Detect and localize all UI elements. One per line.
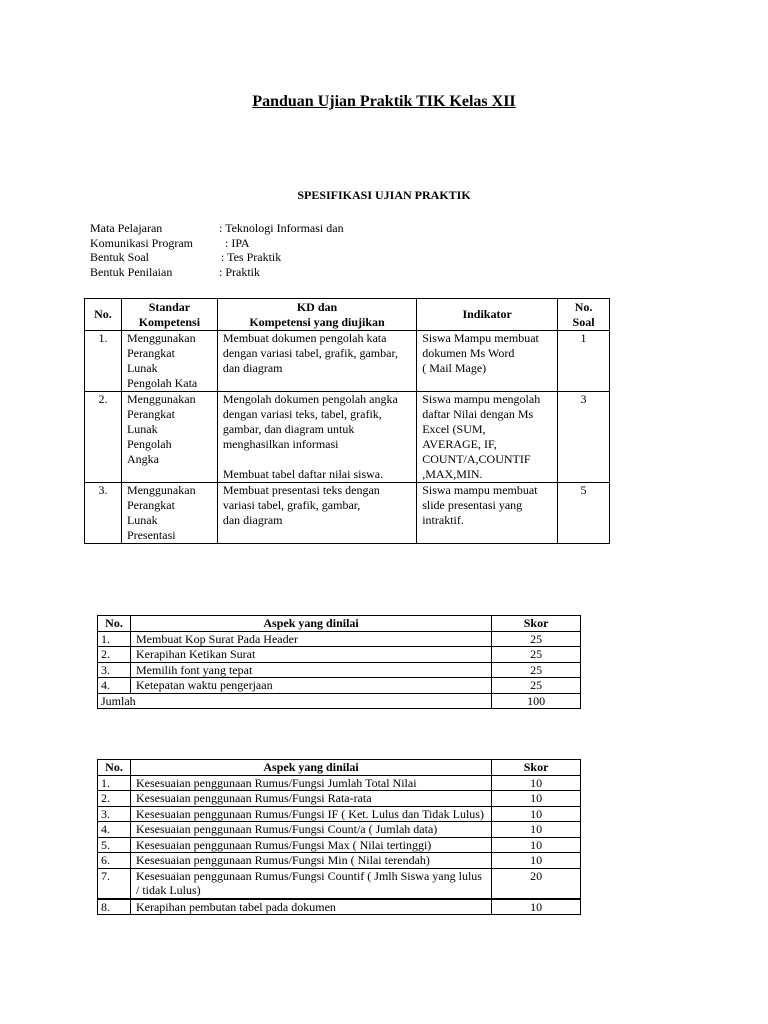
cell-line: Excel (SUM, (422, 422, 486, 436)
row-number: 2. (85, 392, 122, 483)
score-value: 10 (492, 837, 581, 853)
kompetensi-dasar (217, 483, 416, 544)
info-label: Bentuk Soal (90, 250, 149, 264)
col-header-soal (558, 299, 610, 331)
cell-line: COUNT/A,COUNTIF (422, 452, 531, 466)
aspect-text: Kesesuaian penggunaan Rumus/Fungsi Jumlah Total Nilai (130, 775, 491, 791)
row-number: 3. (85, 483, 122, 544)
indikator (417, 392, 558, 483)
cell-line: AVERAGE, IF, (422, 437, 497, 451)
cell-line: gambar, dan diagram untuk (222, 422, 355, 436)
score-table-spreadsheet (97, 759, 581, 915)
info-value: : Tes Praktik (221, 250, 282, 264)
spec-header-row (85, 299, 610, 331)
col-header-aspek: Aspek yang dinilai (130, 760, 491, 776)
cell-line: Perangkat (126, 498, 175, 512)
cell-line: dan diagram (222, 361, 283, 375)
cell-line: menghasilkan informasi (222, 437, 339, 451)
cell-line: intraktif. (422, 513, 464, 527)
row-number: 2. (98, 647, 131, 663)
cell-line: Angka (126, 452, 159, 466)
standar-kompetensi (121, 331, 217, 392)
info-value: : Teknologi Informasi dan (219, 221, 344, 235)
row-number: 3. (98, 662, 131, 678)
table-row (98, 791, 581, 807)
col-header-indikator: Indikator (417, 299, 558, 331)
row-number: 1. (85, 331, 122, 392)
table-row (98, 678, 581, 694)
col-header-kd (217, 299, 416, 331)
table-row (98, 631, 581, 647)
row-number: 6. (98, 853, 131, 869)
cell-line: slide presentasi yang (422, 498, 523, 512)
score-value: 25 (492, 678, 581, 694)
section-subtitle: SPESIFIKASI UJIAN PRAKTIK (297, 188, 471, 202)
cell-line: Mengolah dokumen pengolah angka (222, 392, 398, 406)
row-number: 2. (98, 791, 131, 807)
cell-line: Siswa Mampu membuat (422, 331, 539, 345)
table-row (98, 868, 581, 899)
score-header-row (98, 616, 581, 632)
spec-row (85, 331, 610, 392)
aspect-text: Kerapihan pembutan tabel pada dokumen (130, 899, 491, 915)
aspect-text: Kesesuaian penggunaan Rumus/Fungsi Countif ( Jmlh Siswa yang lulus / tidak Lulus) (130, 868, 491, 899)
aspect-text: Kesesuaian penggunaan Rumus/Fungsi Max ( Nilai tertinggi) (130, 837, 491, 853)
header-line: Standar (148, 299, 191, 314)
row-number: 8. (98, 899, 131, 915)
cell-line: ,MAX,MIN. (422, 467, 483, 481)
info-value: : Praktik (219, 265, 260, 279)
row-number: 7. (98, 868, 131, 899)
header-line: Kompetensi yang diujikan (249, 314, 385, 329)
col-header-standar (121, 299, 217, 331)
table-row (98, 899, 581, 915)
cell-line: Membuat presentasi teks dengan (222, 483, 380, 497)
total-value: 100 (492, 693, 581, 709)
page-title: Panduan Ujian Praktik TIK Kelas XII (252, 93, 516, 110)
info-label: Mata Pelajaran (90, 221, 163, 235)
cell-line: dan diagram (222, 513, 283, 527)
row-number: 4. (98, 822, 131, 838)
col-header-no: No. (85, 299, 122, 331)
header-line: KD dan (296, 299, 338, 314)
cell-line: Menggunakan (126, 483, 196, 497)
row-number: 4. (98, 678, 131, 694)
total-row (98, 693, 581, 709)
indikator (417, 331, 558, 392)
aspect-text: Kesesuaian penggunaan Rumus/Fungsi Min ( Nilai terendah) (130, 853, 491, 869)
table-row (98, 647, 581, 663)
soal-number: 3 (558, 392, 610, 483)
spec-table (84, 298, 610, 544)
header-line: Soal (572, 314, 595, 329)
score-value: 25 (492, 662, 581, 678)
standar-kompetensi (121, 483, 217, 544)
table-row (98, 806, 581, 822)
cell-line: variasi tabel, grafik, gambar, (222, 498, 361, 512)
aspect-text: Ketepatan waktu pengerjaan (130, 678, 491, 694)
row-number: 1. (98, 631, 131, 647)
table-row (98, 822, 581, 838)
cell-line: dengan variasi teks, tabel, grafik, (222, 407, 382, 421)
row-number: 1. (98, 775, 131, 791)
row-number: 5. (98, 837, 131, 853)
indikator (417, 483, 558, 544)
aspect-text: Membuat Kop Surat Pada Header (130, 631, 491, 647)
cell-line: dokumen Ms Word (422, 346, 515, 360)
cell-line: Membuat tabel daftar nilai siswa. (222, 467, 384, 481)
score-value: 10 (492, 822, 581, 838)
col-header-skor: Skor (492, 616, 581, 632)
info-label: Bentuk Penilaian (90, 265, 173, 279)
cell-line: Pengolah Kata (126, 376, 198, 390)
cell-line: Menggunakan (126, 392, 196, 406)
col-header-skor: Skor (492, 760, 581, 776)
cell-line: Perangkat (126, 346, 175, 360)
soal-number: 5 (558, 483, 610, 544)
kompetensi-dasar (217, 392, 416, 483)
spec-row (85, 483, 610, 544)
col-header-aspek: Aspek yang dinilai (130, 616, 491, 632)
table-row (98, 662, 581, 678)
aspect-text: Kesesuaian penggunaan Rumus/Fungsi IF ( Ket. Lulus dan Tidak Lulus) (130, 806, 491, 822)
score-value: 10 (492, 791, 581, 807)
cell-line: Perangkat (126, 407, 175, 421)
score-value: 25 (492, 647, 581, 663)
soal-number: 1 (558, 331, 610, 392)
cell-line: Presentasi (126, 528, 176, 542)
score-value: 10 (492, 775, 581, 791)
info-label: Komunikasi Program (90, 236, 193, 250)
score-value: 10 (492, 899, 581, 915)
table-row (98, 837, 581, 853)
spec-row (85, 392, 610, 483)
score-table-letter (97, 615, 581, 709)
aspect-text: Kesesuaian penggunaan Rumus/Fungsi Rata-rata (130, 791, 491, 807)
aspect-text: Kerapihan Ketikan Surat (130, 647, 491, 663)
cell-line: daftar Nilai dengan Ms (422, 407, 534, 421)
header-line: Kompetensi (138, 314, 201, 329)
table-row (98, 853, 581, 869)
row-number: 3. (98, 806, 131, 822)
cell-line: Pengolah (126, 437, 172, 451)
cell-line: Siswa mampu membuat (422, 483, 538, 497)
col-header-no: No. (98, 616, 131, 632)
total-label: Jumlah (98, 693, 492, 709)
cell-line: dengan variasi tabel, grafik, gambar, (222, 346, 398, 360)
aspect-text: Memilih font yang tepat (130, 662, 491, 678)
cell-line: Lunak (126, 513, 158, 527)
score-value: 10 (492, 853, 581, 869)
score-value: 20 (492, 868, 581, 899)
cell-line: Lunak (126, 361, 158, 375)
header-line: No. (574, 299, 593, 314)
table-row (98, 775, 581, 791)
standar-kompetensi (121, 392, 217, 483)
cell-line: Lunak (126, 422, 158, 436)
score-value: 25 (492, 631, 581, 647)
kompetensi-dasar (217, 331, 416, 392)
score-value: 10 (492, 806, 581, 822)
cell-line: ( Mail Mage) (422, 361, 487, 375)
cell-line: Siswa mampu mengolah (422, 392, 541, 406)
cell-line: Membuat dokumen pengolah kata (222, 331, 387, 345)
aspect-text: Kesesuaian penggunaan Rumus/Fungsi Count/a ( Jumlah data) (130, 822, 491, 838)
cell-line: Menggunakan (126, 331, 196, 345)
col-header-no: No. (98, 760, 131, 776)
score-header-row (98, 760, 581, 776)
info-value: : IPA (225, 236, 250, 250)
